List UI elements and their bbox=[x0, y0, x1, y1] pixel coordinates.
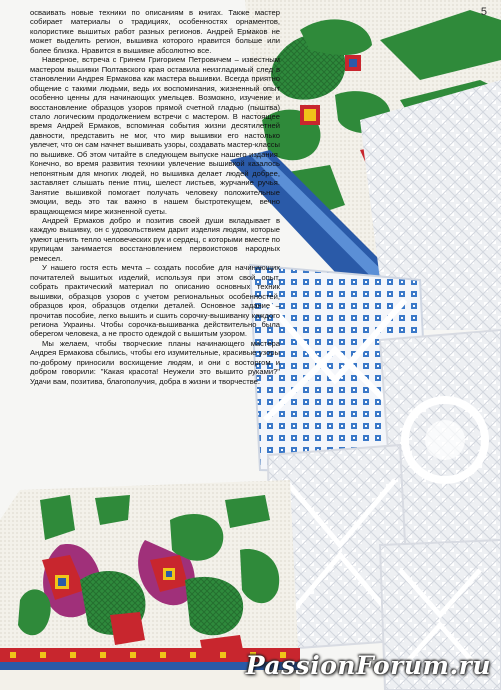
article-text-column bbox=[30, 8, 280, 386]
paragraph: У нашего гостя есть мечта – создать пособие для начинающих почитателей вышитых изделий, используя при этом свой опыт, собрать практический материал по описанию основных техник вышивки, образцов узоров с учетом региональных особенностей, образцов кроя, образцов отделки деталей. Основное задание – прочитав пособие, легко вышить и сшить сорочку-вышиванку каждого региона Украины. Чтобы сорочка-вышиванка действительно была оберегом человека, а не просто одеждой с вышитым узором. bbox=[30, 263, 280, 339]
watermark: PassionForum.ru bbox=[245, 651, 491, 680]
paragraph: Наверное, встреча с Гринем Григорием Петровичем – известным мастером вышивки Полтавского края оставила неизгладимый след в становлении Андрея Ермакова как мастера вышивки. Всегда приятно общение с такими людьми, ведь их воспоминания, жизненный опыт особенно ценны для начинающих умельцев. Возможно, изучение и восстановление образцов узоров прямой счетной гладью (пыштва) стало логическим продолжением встречи с мастером. В настоящее время Андрей Ермаков, вспоминая события жизни десятилетней давности, представить не мог, что мир вышивки его настолько увлечет, что он сам начнет вышивать узоры, создавать мастер-классы по вышивке. Об этом читайте в следующем выпуске нашего издания. Конечно, во время развития техники увлечение вышивкой казалось непонятным для многих людей, но вышивка делает людей добрее, заставляет слышать пение птиц, шелест листьев, журчание ручья. Занятие вышивкой помогает получать человеку положительные эмоции, ведь это так важно в нашем быстротекущем, вечно вращающемся мире жизненной суеты. bbox=[30, 55, 280, 216]
paragraph: Андрей Ермаков добро и позитив своей души вкладывает в каждую вышивку, он с удовольствием дарит изделия людям, которые умеют ценить тепло человеческих рук и сердец, с которыми вместе по крупицам занимается восстановлением первоистоков народных ремесел. bbox=[30, 215, 280, 263]
paragraph: Мы желаем, чтобы творческие планы начинающего мастера Андрея Ермакова сбылись, чтобы его изумительные, красивые узоры по-доброму приносили восхищение людям, и они с восторгом и добром говорили: "Какая красота! Неужели это вышито руками?" Удачи вам, позитива, благополучия, добра в жизни и творчестве. bbox=[30, 338, 280, 386]
paragraph: осваивать новые техники по описаниям в книгах. Также мастер собирает материалы о традициях, особенностях орнаментов, колористике вышитых работ разных регионов. Андрей Ермаков не может выделить регион, вышивка которого нравится больше или более близка. Нравится в вышивке абсолютно все. bbox=[30, 8, 280, 55]
page-number: 5 bbox=[480, 6, 487, 18]
